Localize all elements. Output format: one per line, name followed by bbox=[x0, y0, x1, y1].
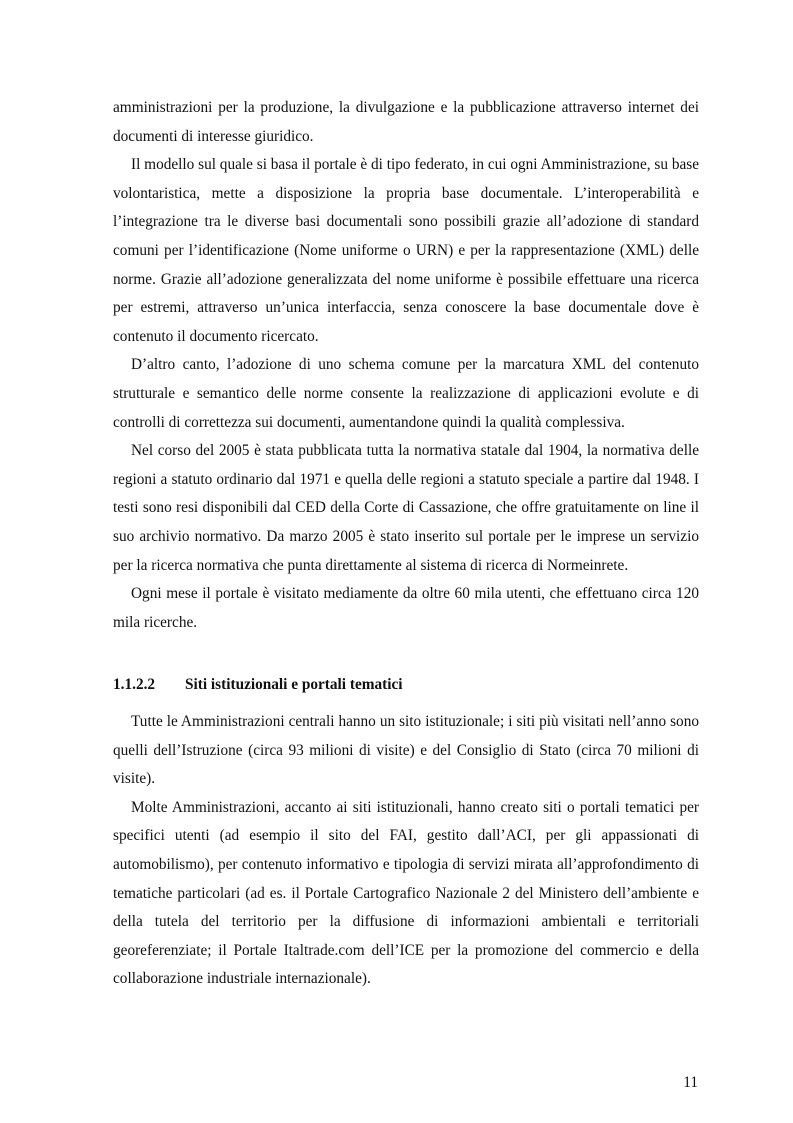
paragraph-thematic-portals: Molte Amministrazioni, accanto ai siti istituzionali, hanno creato siti o portali tematici per specifici utenti (ad esempio il sito del FAI, gestito dall’ACI, per gli appassionati di automobilismo), per contenuto informativo e tipologia di servizi mirata all’approfondimento di tematiche particolari (ad es. il Portale Cartografico Nazionale 2 del Ministero dell’ambiente e della tutela del territorio per la diffusione di informazioni ambientali e territoriali georeferenziate; il Portale Italtrade.com dell’ICE per la promozione del commercio e della collaborazione industriale internazionale). bbox=[113, 798, 699, 988]
body-text-bottom bbox=[113, 708, 699, 994]
paragraph-xml-schema: D’altro canto, l’adozione di uno schema comune per la marcatura XML del contenuto strutturale e semantico delle norme consente la realizzazione di applicazioni evolute e di controlli di correttezza sui documenti, aumentandone quindi la qualità complessiva. bbox=[113, 356, 699, 431]
paragraph-continuation: amministrazioni per la produzione, la divulgazione e la pubblicazione attraverso internet dei documenti di interesse giuridico. bbox=[113, 99, 699, 145]
paragraph-monthly-visits: Ogni mese il portale è visitato mediamente da oltre 60 mila utenti, che effettuano circa 120 mila ricerche. bbox=[113, 585, 699, 631]
paragraph-2005-publication: Nel corso del 2005 è stata pubblicata tutta la normativa statale dal 1904, la normativa delle regioni a statuto ordinario dal 1971 e quella delle regioni a statuto speciale a partire dal 1948. I testi sono resi disponibili dal CED della Corte di Cassazione, che offre gratuitamente on line il suo archivio normativo. Da marzo 2005 è stato inserito sul portale per le imprese un servizio per la ricerca normativa che punta direttamente al sistema di ricerca di Normeinrete. bbox=[113, 442, 699, 574]
body-text-top bbox=[113, 94, 699, 637]
page-number: 11 bbox=[683, 1074, 698, 1091]
section-heading bbox=[113, 671, 699, 699]
section-number: 1.1.2.2 bbox=[113, 676, 156, 693]
paragraph-federated-model: Il modello sul quale si basa il portale è di tipo federato, in cui ogni Amministrazione, su base volontaristica, mette a disposizione la propria base documentale. L’interoperabilità e l’integrazione tra le diverse basi documentali sono possibili grazie all’adozione di standard comuni per l’identificazione (Nome uniforme o URN) e per la rappresentazione (XML) delle norme. Grazie all’adozione generalizzata del nome uniforme è possibile effettuare una ricerca per estremi, attraverso un’unica interfaccia, senza conoscere la base documentale dove è contenuto il documento ricercato. bbox=[113, 156, 699, 345]
section-title: Siti istituzionali e portali tematici bbox=[185, 676, 403, 693]
paragraph-institutional-sites: Tutte le Amministrazioni centrali hanno un sito istituzionale; i siti più visitati nell’anno sono quelli dell’Istruzione (circa 93 milioni di visite) e del Consiglio di Stato (circa 70 milioni di visite). bbox=[113, 713, 699, 788]
